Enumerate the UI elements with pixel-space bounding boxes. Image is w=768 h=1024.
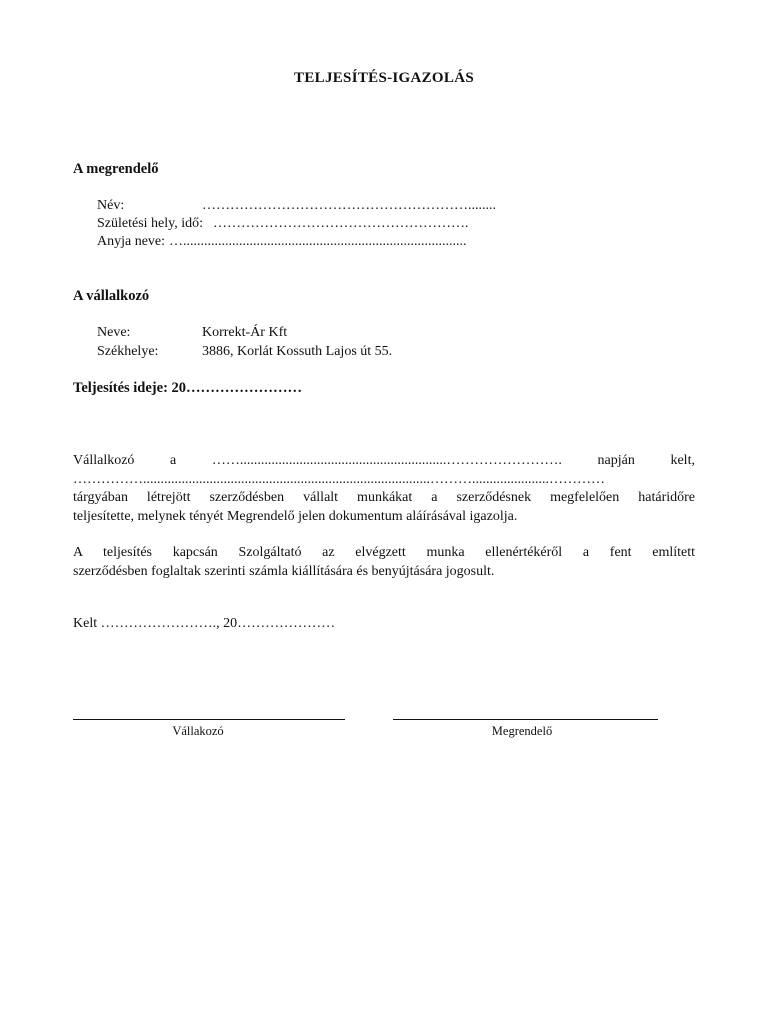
contractor-signature-line: [73, 719, 345, 720]
contractor-signature-label: Vállakozó: [172, 724, 224, 738]
paragraph-line: teljesítette, melynek tényét Megrendelő jelen dokumentum aláírásával igazolja.: [73, 508, 518, 524]
customer-birth-field: ……………………………………………….: [213, 216, 469, 231]
contractor-address-row: [97, 344, 392, 360]
paragraph-word: napján: [597, 453, 635, 468]
customer-mother-field: ….................................................................................: [169, 234, 467, 249]
completion-date: Teljesítés ideje: 20……………………: [73, 380, 303, 396]
customer-signature-line: [393, 719, 658, 720]
contractor-name-row: [97, 325, 287, 341]
contractor-heading: A vállalkozó: [73, 288, 150, 304]
date-blank-field: ……...........................................................…………………….: [211, 453, 562, 468]
customer-birth-row: [97, 216, 469, 232]
subject-blank-field: ……………..................................................................................………......................…………: [73, 471, 605, 487]
place-date-line: Kelt ……………………., 20…………………: [73, 616, 336, 631]
contractor-address-value: 3886, Korlát Kossuth Lajos út 55.: [202, 344, 393, 359]
confirmation-paragraph: [73, 452, 695, 526]
customer-birth-label: Születési hely, idő:: [97, 216, 204, 231]
contractor-name-label: Neve:: [97, 325, 131, 340]
customer-name-field: …………………………………………………........: [202, 198, 496, 213]
contractor-name-value: Korrekt-Ár Kft: [202, 325, 288, 340]
paragraph-word: a: [170, 453, 177, 468]
paragraph-line: tárgyában létrejött szerződésben vállalt munkákat a szerződésnek megfelelően határidőre: [73, 490, 695, 505]
customer-mother-label: Anyja neve:: [97, 234, 166, 249]
paragraph-word: Vállalkozó: [73, 453, 135, 468]
invoice-paragraph: [73, 544, 695, 581]
customer-signature-label: Megrendelő: [491, 724, 553, 738]
paragraph-line: szerződésben foglaltak szerinti számla kiállítására és benyújtására jogosult.: [73, 563, 495, 579]
paragraph-word: kelt,: [670, 453, 695, 468]
document-title: TELJESÍTÉS-IGAZOLÁS: [294, 70, 474, 86]
customer-heading: A megrendelő: [73, 161, 159, 177]
paragraph-line: [73, 452, 695, 471]
contractor-address-label: Székhelye:: [97, 344, 159, 359]
paragraph-line: A teljesítés kapcsán Szolgáltató az elvégzett munka ellenértékéről a fent említett: [73, 545, 695, 560]
customer-mother-row: [97, 234, 467, 250]
customer-name-row: [97, 198, 496, 214]
customer-name-label: Név:: [97, 198, 125, 213]
